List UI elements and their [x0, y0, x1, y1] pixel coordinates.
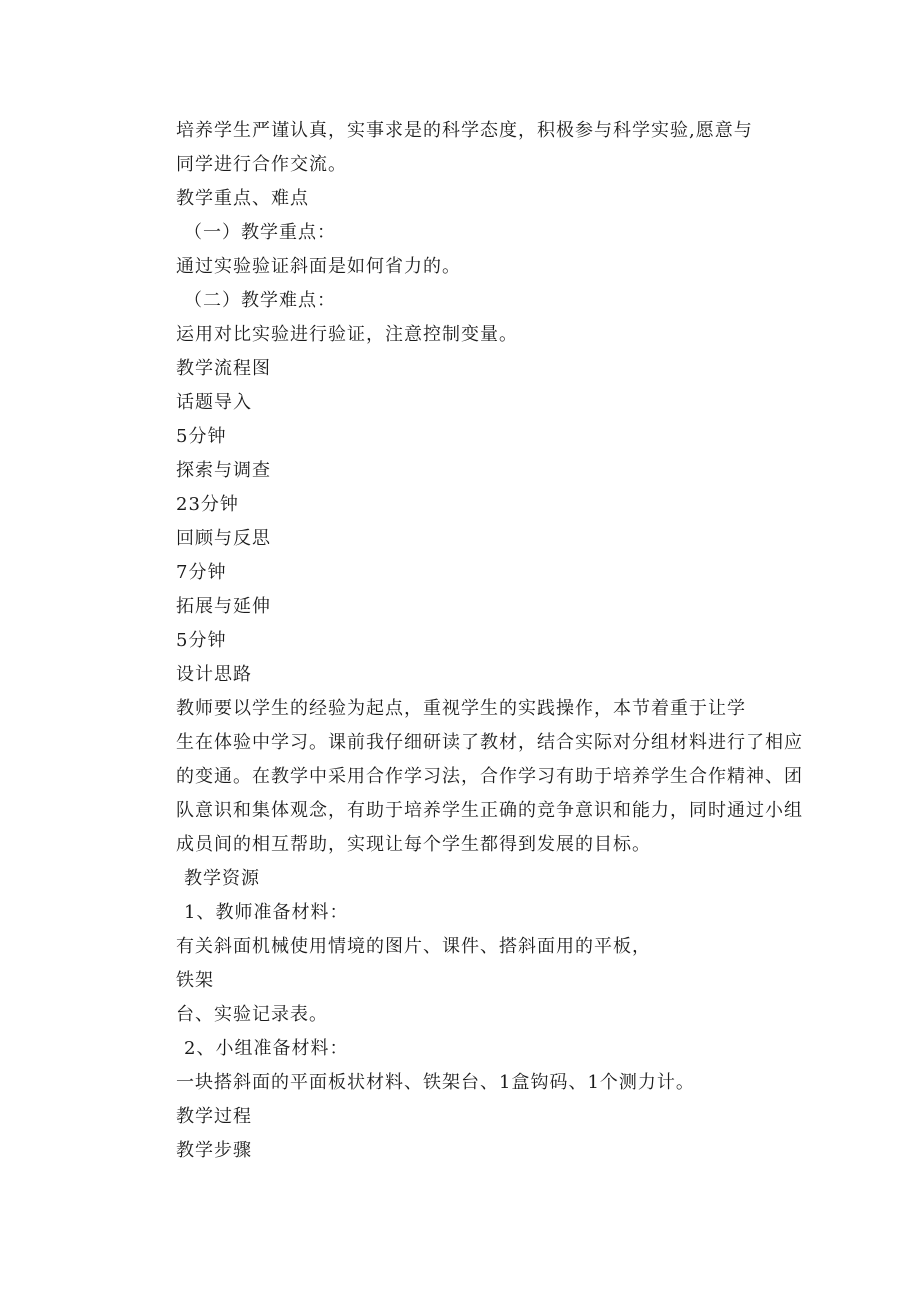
- text-line: 台、实验记录表。: [176, 1004, 328, 1025]
- subsection-heading: （二）教学难点：: [184, 290, 336, 311]
- list-heading: 1、教师准备材料：: [184, 902, 349, 923]
- document-page: [176, 114, 803, 1168]
- flow-duration: 23分钟: [176, 494, 239, 515]
- text-line: 运用对比实验进行验证，注意控制变量。: [176, 324, 518, 345]
- section-heading: 设计思路: [176, 664, 252, 685]
- paragraph-text: 教师要以学生的经验为起点，重视学生的实践操作，本节着重于让学: [176, 698, 746, 719]
- text-line: 一块搭斜面的平面板状材料、铁架台、1盒钩码、1个测力计。: [176, 1072, 695, 1093]
- paragraph-line: 的变通。在教学中采用合作学习法，合作学习有助于培养学生合作精神、团: [176, 766, 803, 787]
- section-heading: 教学步骤: [176, 1140, 252, 1161]
- paragraph-line: 成员间的相互帮助，实现让每个学生都得到发展的目标。: [176, 834, 651, 855]
- section-heading: 教学过程: [176, 1106, 252, 1127]
- section-heading: 教学资源: [184, 868, 260, 889]
- flow-step: 话题导入: [176, 392, 252, 413]
- flow-step: 回顾与反思: [176, 528, 271, 549]
- text-line: 通过实验验证斜面是如何省力的。: [176, 256, 461, 277]
- section-heading: 教学流程图: [176, 358, 271, 379]
- flow-duration: 5分钟: [176, 630, 227, 651]
- text-line: 同学进行合作交流。: [176, 154, 347, 175]
- text-line: 铁架: [176, 970, 214, 991]
- section-heading: 教学重点、难点: [176, 188, 309, 209]
- text-line: 有关斜面机械使用情境的图片、课件、搭斜面用的平板，: [176, 936, 651, 957]
- flow-step: 探索与调查: [176, 460, 271, 481]
- flow-duration: 7分钟: [176, 562, 227, 583]
- flow-step: 拓展与延伸: [176, 596, 271, 617]
- paragraph-line: [176, 692, 792, 726]
- paragraph-line: 生在体验中学习。课前我仔细研读了教材，结合实际对分组材料进行了相应: [176, 732, 803, 753]
- paragraph-line: 队意识和集体观念，有助于培养学生正确的竞争意识和能力，同时通过小组: [176, 800, 803, 821]
- flow-duration: 5分钟: [176, 426, 227, 447]
- list-heading: 2、小组准备材料：: [184, 1038, 349, 1059]
- text-line: 培养学生严谨认真，实事求是的科学态度，积极参与科学实验,愿意与: [176, 120, 753, 141]
- subsection-heading: （一）教学重点：: [184, 222, 336, 243]
